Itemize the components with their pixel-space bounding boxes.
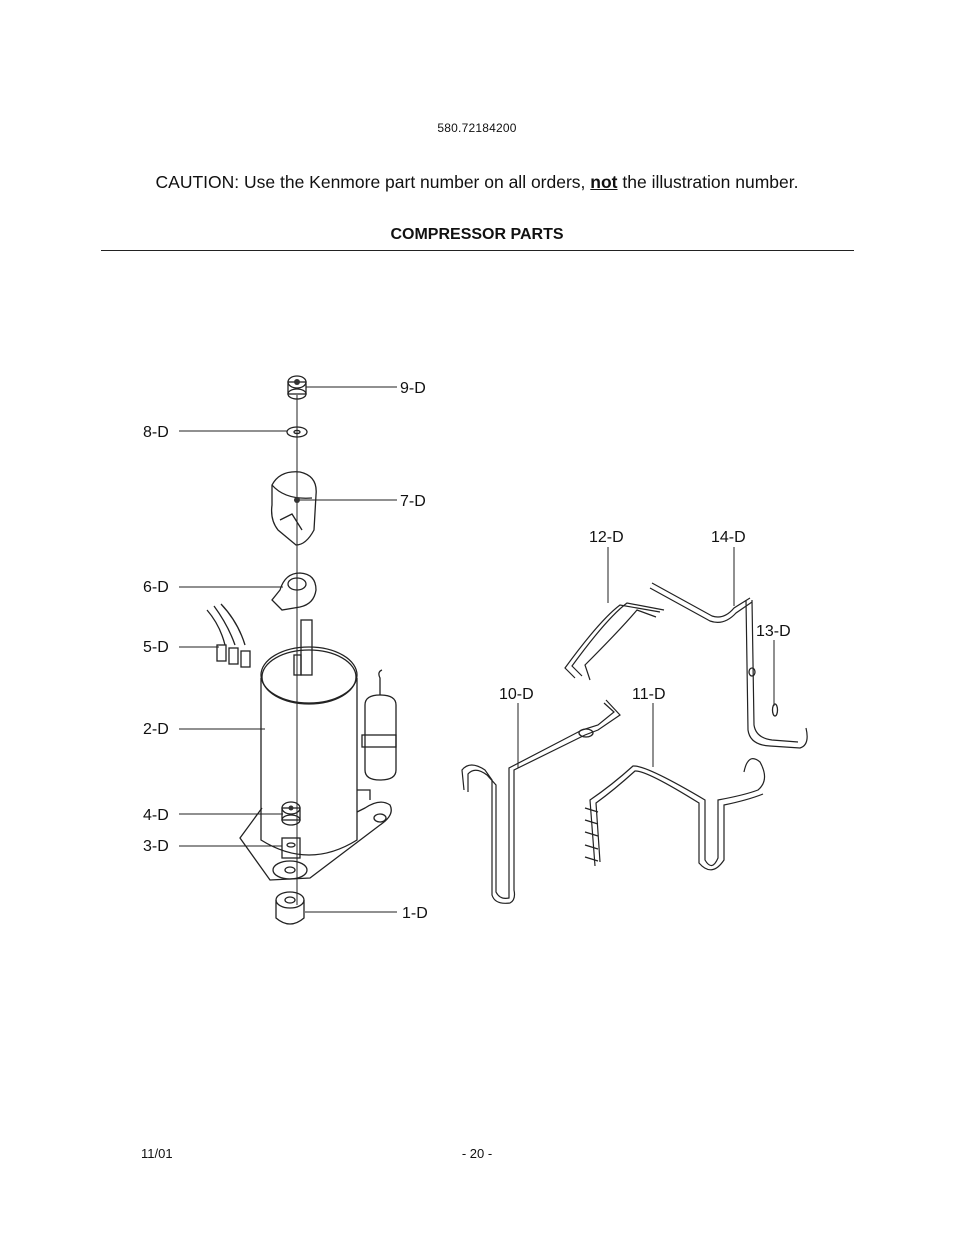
section-title: COMPRESSOR PARTS (390, 226, 564, 243)
label-3d: 3-D (143, 838, 169, 855)
label-14d: 14-D (711, 529, 746, 546)
part-6d-gasket (272, 573, 316, 610)
label-6d: 6-D (143, 579, 169, 596)
caution-prefix: CAUTION: Use the Kenmore part number on all orders, (155, 172, 586, 192)
label-4d: 4-D (143, 807, 169, 824)
label-8d: 8-D (143, 424, 169, 441)
part-10d-tube (462, 700, 620, 903)
label-12d: 12-D (589, 529, 624, 546)
part-7d-terminal-cover (272, 472, 317, 545)
footer-date: 11/01 (141, 1146, 173, 1161)
label-2d: 2-D (143, 721, 169, 738)
part-1d-grommet (273, 861, 307, 924)
part-14d-tube (650, 583, 752, 622)
caution-emphasis: not (590, 172, 618, 192)
part-5d-wire-harness (207, 604, 250, 667)
label-1d: 1-D (402, 905, 428, 922)
part-12d-tube (565, 603, 664, 680)
label-7d: 7-D (400, 493, 426, 510)
label-13d: 13-D (756, 623, 791, 640)
part-2d-compressor (240, 620, 396, 880)
label-9d: 9-D (400, 380, 426, 397)
label-10d: 10-D (499, 686, 534, 703)
part-11d-tube (585, 759, 765, 870)
model-number: 580.72184200 (437, 121, 517, 135)
label-5d: 5-D (143, 639, 169, 656)
caution-suffix: the illustration number. (622, 172, 799, 192)
page-number: - 20 - (461, 1146, 493, 1161)
label-11d: 11-D (632, 686, 666, 703)
